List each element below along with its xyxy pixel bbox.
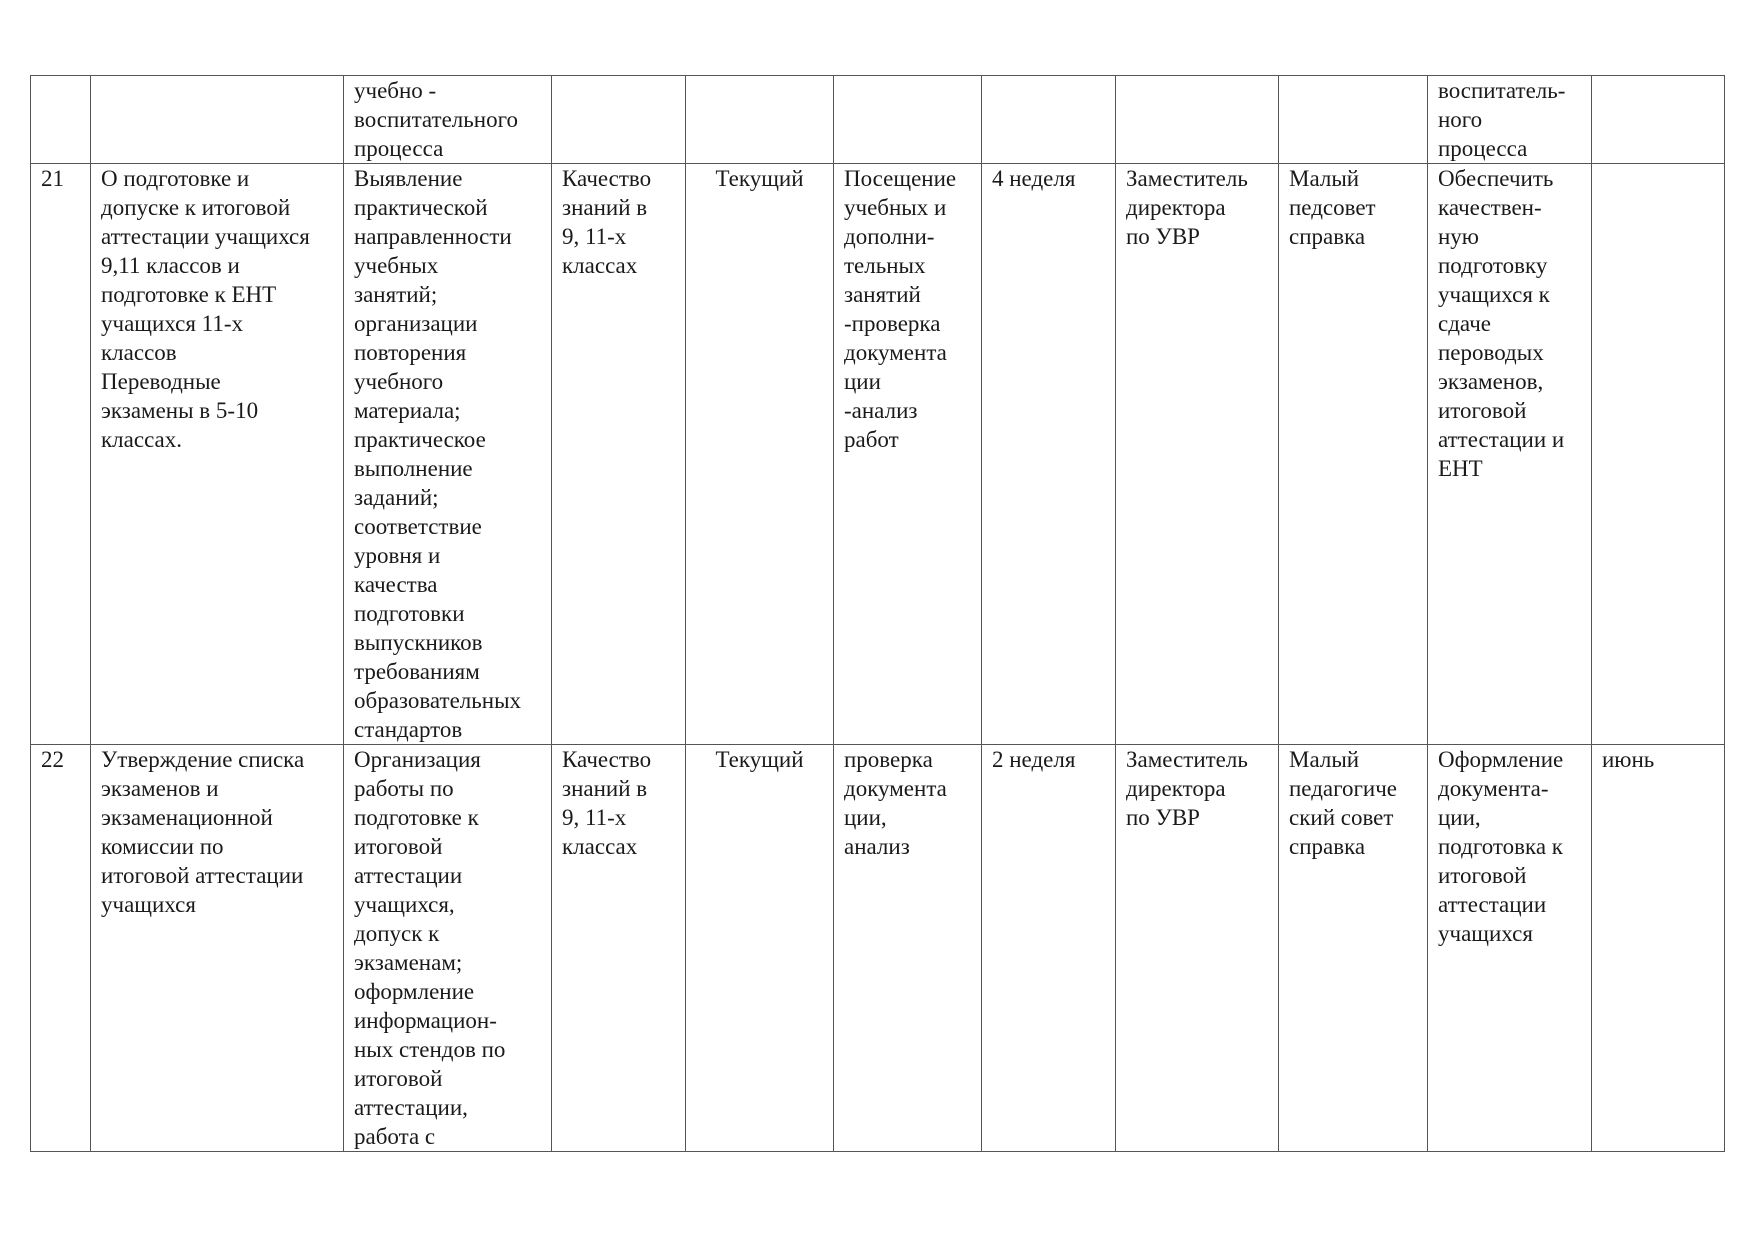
cell-methods — [834, 164, 982, 745]
cell-deadline — [982, 745, 1116, 1152]
table-row-21 — [31, 164, 1725, 745]
cell-goal-text: Организация работы по подготовке к итоговой аттестации учащихся, допуск к экзаменам; оформление информацион- ных стендов по итоговой аттестации, работа с — [354, 747, 506, 1149]
cell-methods-text: Посещение учебных и дополни- тельных занятий -проверка документа ции -анализ работ — [844, 166, 957, 452]
cell-responsible-text: Заместитель директора по УВР — [1126, 747, 1248, 830]
cell-goal — [344, 76, 552, 164]
cell-deadline-text: 4 неделя — [992, 166, 1076, 191]
cell-topic — [91, 76, 344, 164]
cell-goal-text: учебно - воспитательного процесса — [354, 78, 518, 161]
cell-month — [1592, 164, 1725, 745]
cell-goal-text: Выявление практической направленности учебных занятий; организации повторения учебного материала; практическое выполнение заданий; соответствие уровня и качества подготовки выпускников требованиям образовательных стандартов — [354, 166, 522, 742]
table-row-continuation — [31, 76, 1725, 164]
cell-control-type — [686, 745, 834, 1152]
cell-decision — [1428, 76, 1592, 164]
cell-control-type-text: Текущий — [715, 166, 804, 191]
cell-decision-text: Оформление документа- ции, подготовка к итоговой аттестации учащихся — [1438, 747, 1564, 946]
cell-summary-form — [1279, 164, 1428, 745]
cell-deadline — [982, 76, 1116, 164]
control-plan-table — [30, 75, 1725, 1152]
cell-object — [552, 76, 686, 164]
cell-decision-text: воспитатель- ного процесса — [1438, 78, 1566, 161]
cell-month — [1592, 745, 1725, 1152]
cell-topic-text: Утверждение списка экзаменов и экзаменационной комиссии по итоговой аттестации учащихся — [101, 747, 305, 917]
cell-responsible — [1116, 76, 1279, 164]
cell-deadline-text: 2 неделя — [992, 747, 1076, 772]
cell-summary-form — [1279, 745, 1428, 1152]
cell-methods-text: проверка документа ции, анализ — [844, 747, 947, 859]
cell-object — [552, 164, 686, 745]
cell-methods — [834, 76, 982, 164]
cell-object-text: Качество знаний в 9, 11-х классах — [562, 166, 652, 278]
cell-number — [31, 745, 91, 1152]
cell-number — [31, 76, 91, 164]
table-row-22 — [31, 745, 1725, 1152]
cell-topic — [91, 164, 344, 745]
cell-summary-form-text: Малый педсовет справка — [1289, 166, 1376, 249]
cell-responsible — [1116, 745, 1279, 1152]
cell-object — [552, 745, 686, 1152]
cell-number — [31, 164, 91, 745]
cell-decision — [1428, 745, 1592, 1152]
cell-control-type — [686, 76, 834, 164]
cell-topic-text: О подготовке и допуске к итоговой аттестации учащихся 9,11 классов и подготовке к ЕНТ учащихся 11-х классов Переводные экзамены в 5-10 классах. — [101, 166, 310, 452]
cell-decision-text: Обеспечить качествен- ную подготовку учащихся к сдаче пероводых экзаменов, итоговой аттестации и ЕНТ — [1438, 166, 1565, 481]
cell-methods — [834, 745, 982, 1152]
cell-control-type — [686, 164, 834, 745]
cell-deadline — [982, 164, 1116, 745]
cell-goal — [344, 745, 552, 1152]
cell-summary-form-text: Малый педагогиче ский совет справка — [1289, 747, 1398, 859]
cell-responsible — [1116, 164, 1279, 745]
cell-number-text: 21 — [41, 166, 64, 191]
cell-object-text: Качество знаний в 9, 11-х классах — [562, 747, 652, 859]
cell-topic — [91, 745, 344, 1152]
cell-responsible-text: Заместитель директора по УВР — [1126, 166, 1248, 249]
cell-goal — [344, 164, 552, 745]
cell-control-type-text: Текущий — [715, 747, 804, 772]
cell-decision — [1428, 164, 1592, 745]
cell-summary-form — [1279, 76, 1428, 164]
cell-number-text: 22 — [41, 747, 64, 772]
cell-month — [1592, 76, 1725, 164]
cell-month-text: июнь — [1602, 747, 1655, 772]
